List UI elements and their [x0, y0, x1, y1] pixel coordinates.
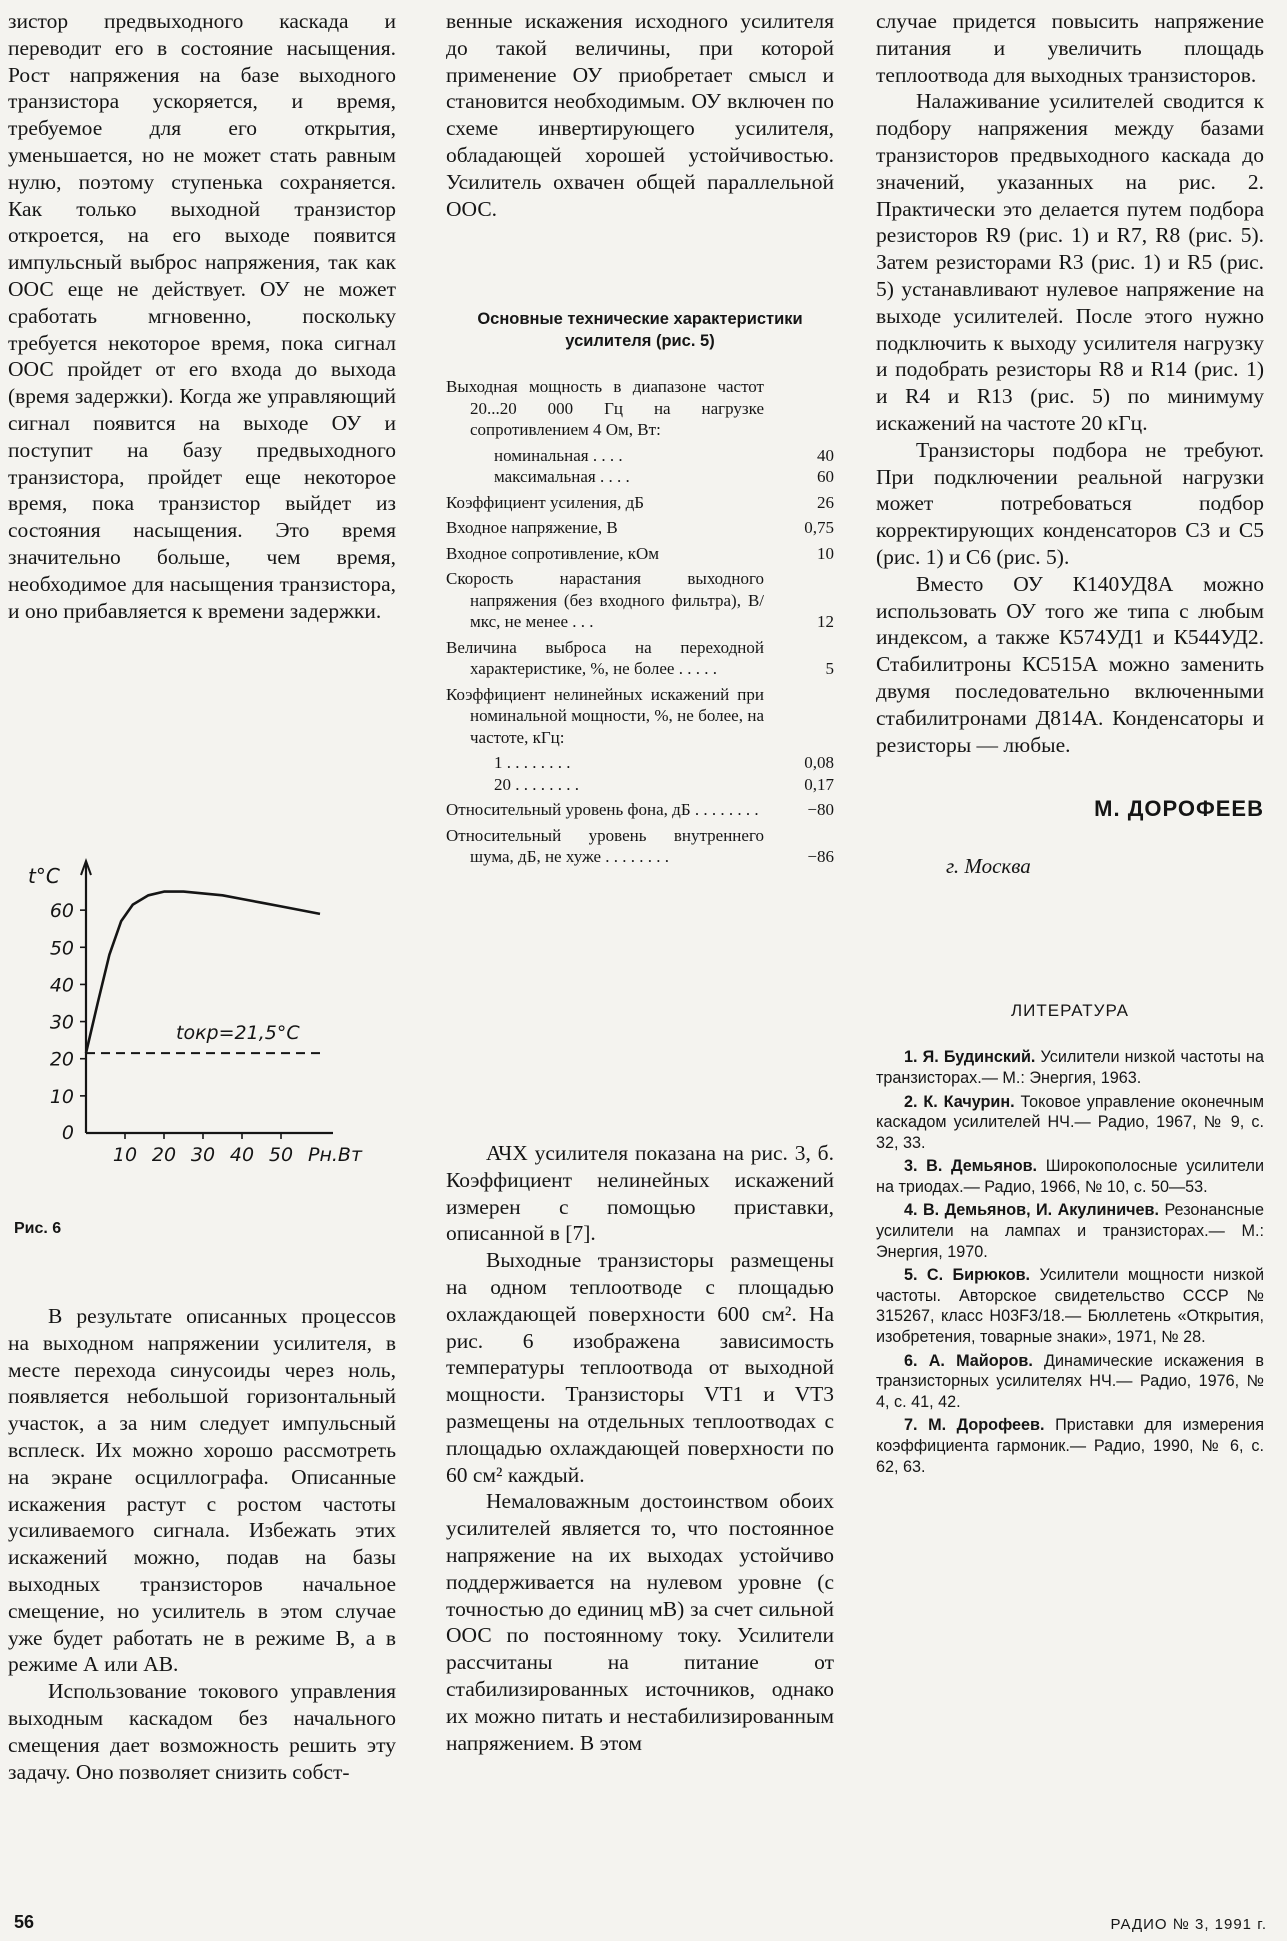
reference-text: Широкополосные усилители на триодах.— Радио, 1966, № 10, с. 50—53. [876, 1157, 1265, 1196]
reference-author: 4. В. Демьянов, И. Акулиничев. [904, 1201, 1160, 1220]
spec-value: 0,75 [804, 518, 834, 538]
reference-text: Динамические искажения в транзисторных усилителях НЧ.— Радио, 1976, № 4, с. 41, 42. [876, 1351, 1264, 1411]
journal-footer: РАДИО № 3, 1991 г. [1110, 1916, 1267, 1933]
column-2-continued [446, 1140, 834, 1756]
reference-author: 2. К. Качурин. [904, 1092, 1015, 1111]
origin-label: 0 [61, 1122, 74, 1144]
reference-author: 5. С. Бирюков. [904, 1266, 1031, 1285]
reference-item [876, 1351, 1264, 1413]
spec-name: Относительный уровень фона, дБ . . . . . . . . [446, 800, 759, 820]
spec-row-thd-20 [446, 774, 834, 796]
spec-row-thd-1 [446, 752, 834, 774]
y-tick-label: 20 [49, 1048, 74, 1071]
spec-value: 40 [817, 445, 834, 465]
specs-table [446, 376, 834, 868]
column-2 [446, 8, 834, 872]
figure-6-chart [8, 855, 398, 1175]
spec-name: максимальная . . . . [494, 467, 630, 487]
paragraph: В результате описанных процессов на выходном напряжении усилителя, в месте перехода синусоиды через ноль, появляется небольшой горизонтальный участок, а за ним следует импульсный всплеск. Их можно хорошо рассмотреть на экране осциллографа. Описанные искажения растут с ростом частоты усиливаемого сигнала. Избежать этих искажений можно, подав на базы выходных транзисторов начальное смещение, но усилитель в этом случае уже будет работать не в режиме В, а в режиме А или АВ. [8, 1304, 396, 1677]
reference-author: 3. В. Демьянов. [904, 1157, 1038, 1176]
spec-value: 0,08 [804, 753, 834, 773]
spec-name: Входное напряжение, В [446, 518, 618, 538]
paragraph: Немаловажным достоинством обоих усилителей является то, что постоянное напряжение на их выходах устойчиво поддерживается на нулевом уровне (с точностью до единиц мВ) за счет сильной ООС по постоянному току. Усилители рассчитаны на питание от стабилизированных источников, однако их можно питать и нестабилизированным напряжением. В этом [446, 1489, 834, 1755]
spec-value: 12 [817, 612, 834, 632]
spec-name: Величина выброса на переходной характеристике, %, не более . . . . . [446, 637, 764, 679]
column-3 [876, 8, 1264, 1480]
spec-row-power-max [446, 466, 834, 488]
author-name: М. ДОРОФЕЕВ [1094, 796, 1264, 822]
spec-row-power-nominal [446, 445, 834, 467]
reference-text: Резонансные усилители на лампах и транзисторах.— М.: Энергия, 1970. [876, 1201, 1264, 1261]
x-tick-label: 10 [112, 1144, 138, 1166]
spec-name: 1 . . . . . . . . [494, 753, 571, 773]
paragraph: случае придется повысить напряжение питания и увеличить площадь теплоотвода для выходных транзисторов. [876, 9, 1264, 87]
reference-text: Токовое управление оконечным каскадом усилителей НЧ.— Радио, 1967, № 9, с. 32, 33. [876, 1092, 1264, 1152]
paragraph: венные искажения исходного усилителя до такой величины, при которой применение ОУ приобретает смысл и становится необходимым. ОУ включен по схеме инвертирующего усилителя, обладающей хорошей устойчивостью. Усилитель охвачен общей параллельной ООС. [446, 9, 834, 221]
y-tick-label: 60 [49, 900, 74, 923]
spec-value: 26 [817, 492, 834, 512]
references-title: ЛИТЕРАТУРА [1010, 1001, 1130, 1021]
spec-row-thd [446, 684, 834, 749]
paragraph: Налаживание усилителей сводится к подбору напряжения между базами транзисторов предвыходного каскада до значений, указанных на рис. 2. Практически это делается путем подбора резисторов R9 (рис. 1) и R7, R8 (рис. 5). Затем резисторами R3 (рис. 1) и R5 (рис. 5) устанавливают нулевое напряжение на выходе усилителей. После этого нужно подключить к выходу усилителя нагрузку и подобрать резисторы R8 и R14 (рис. 1) и R4 и R13 (рис. 5) по минимуму искажений на частоте 20 кГц. [876, 89, 1264, 435]
reference-author: 1. Я. Будинский. [904, 1048, 1036, 1067]
spec-value: 5 [825, 659, 834, 679]
spec-row-hum [446, 799, 834, 821]
x-tick-label: 20 [151, 1144, 177, 1166]
figure-caption: Рис. 6 [14, 1220, 62, 1237]
spec-name: Входное сопротивление, кОм [446, 543, 660, 563]
reference-text: Приставки для измерения коэффициента гармоник.— Радио, 1990, № 6, с. 62, 63. [876, 1416, 1264, 1476]
reference-item [876, 1415, 1264, 1477]
author-city: г. Москва [946, 854, 1031, 879]
column-1-continued [8, 1303, 396, 1785]
spec-value: −80 [807, 800, 834, 820]
y-tick-label: 40 [49, 974, 74, 997]
x-tick-label: 30 [190, 1144, 216, 1166]
reference-text: Усилители мощности низкой частоты. Авторское свидетельство СССР № 315267, класс Н03F3/18.— Бюллетень «Открытия, изобретения, товарные знаки», 1971, № 28. [876, 1266, 1264, 1347]
spec-name: Относительный уровень внутреннего шума, дБ, не хуже . . . . . . . . [446, 825, 764, 867]
references-list [876, 1047, 1264, 1477]
x-tick-label: 50 [268, 1144, 294, 1166]
y-tick-label: 50 [49, 937, 74, 960]
y-tick-label: 10 [49, 1085, 74, 1108]
reference-author: 7. М. Дорофеев. [904, 1416, 1045, 1435]
chart-labels [28, 864, 363, 1166]
spec-name: 20 . . . . . . . . [494, 774, 579, 794]
column-1 [8, 8, 396, 624]
page-number: 56 [14, 1912, 35, 1932]
reference-item [876, 1092, 1264, 1154]
spec-value: 10 [817, 543, 834, 563]
paragraph: зистор предвыходного каскада и переводит его в состояние насыщения. Рост напряжения на базе выходного транзистора ускоряется, и время, требуемое для его открытия, уменьшается, но не может стать равным нулю, поэтому ступенька сохраняется. Как только выходной транзистор откроется, на его выходе появится импульсный выброс напряжения, так как ООС еще не действует. ОУ не может сработать мгновенно, поскольку требуется некоторое время, пока сигнал ООС пройдет от его входа до выхода (время задержки). Когда же управляющий сигнал появится на выходе ОУ и поступит на базу предвыходного транзистора, пройдет еще некоторое время, пока транзистор выйдет из состояния насыщения. Это время значительно больше, чем время, необходимое для насыщения транзистора, и оно прибавляется к времени задержки. [8, 9, 396, 623]
spec-row-gain [446, 492, 834, 514]
spec-row-power [446, 376, 834, 441]
reference-item [876, 1265, 1264, 1347]
spec-value: 0,17 [804, 774, 834, 794]
spec-row-vin [446, 517, 834, 539]
chart-axes [81, 861, 333, 1133]
reference-line-label: tокр=21,5°C [176, 1022, 300, 1045]
paragraph: Транзисторы подбора не требуют. При подключении реальной нагрузки может потребоваться подбор корректирующих конденсаторов С3 и С5 (рис. 1) и С6 (рис. 5). [876, 437, 1264, 569]
spec-name: Коэффициент усиления, дБ [446, 492, 645, 512]
reference-item [876, 1047, 1264, 1088]
spec-name: Скорость нарастания выходного напряжения (без входного фильтра), В/мкс, не менее . . . [446, 569, 764, 632]
specs-title: Основные технические характеристики усилителя (рис. 5) [477, 310, 803, 351]
spec-value: 60 [817, 467, 834, 487]
x-tick-label: 40 [229, 1144, 255, 1166]
spec-name: Выходная мощность в диапазоне частот 20...20 000 Гц на нагрузке сопротивлением 4 Ом, Вт: [446, 377, 764, 440]
spec-row-slew [446, 568, 834, 633]
paragraph: Использование токового управления выходным каскадом без начального смещения дает возможность решить эту задачу. Оно позволяет снизить собст- [8, 1679, 396, 1784]
spec-value: −86 [807, 847, 834, 867]
spec-name: номинальная . . . . [494, 445, 623, 465]
reference-item [876, 1156, 1264, 1197]
spec-row-noise [446, 825, 834, 868]
paragraph: Выходные транзисторы размещены на одном теплоотводе с площадью охлаждающей поверхности 600 см². На рис. 6 изображена зависимость температуры теплоотвода от выходной мощности. Транзисторы VT1 и VT3 размещены на отдельных теплоотводах с площадью охлаждающей поверхности по 60 см² каждый. [446, 1248, 834, 1487]
y-axis-label: t°C [28, 864, 60, 888]
paragraph: Вместо ОУ К140УД8А можно использовать ОУ того же типа с любым индексом, а также К574УД1 и К544УД2. Стабилитроны КС515А можно заменить двумя последовательно включенными стабилитронами Д814А. Конденсаторы и резисторы — любые. [876, 571, 1264, 757]
reference-author: 6. А. Майоров. [904, 1351, 1033, 1370]
y-tick-label: 30 [49, 1011, 74, 1034]
paragraph: АЧХ усилителя показана на рис. 3, б. Коэффициент нелинейных искажений измерен с помощью приставки, описанной в [7]. [446, 1141, 834, 1246]
reference-item [876, 1200, 1264, 1262]
spec-row-rin [446, 543, 834, 565]
reference-text: Усилители низкой частоты на транзисторах.— М.: Энергия, 1963. [876, 1048, 1264, 1087]
spec-name: Коэффициент нелинейных искажений при номинальной мощности, %, не более, на частоте, кГц: [446, 684, 764, 747]
x-axis-label: Pн.Вт [308, 1144, 363, 1166]
spec-row-overshoot [446, 637, 834, 680]
